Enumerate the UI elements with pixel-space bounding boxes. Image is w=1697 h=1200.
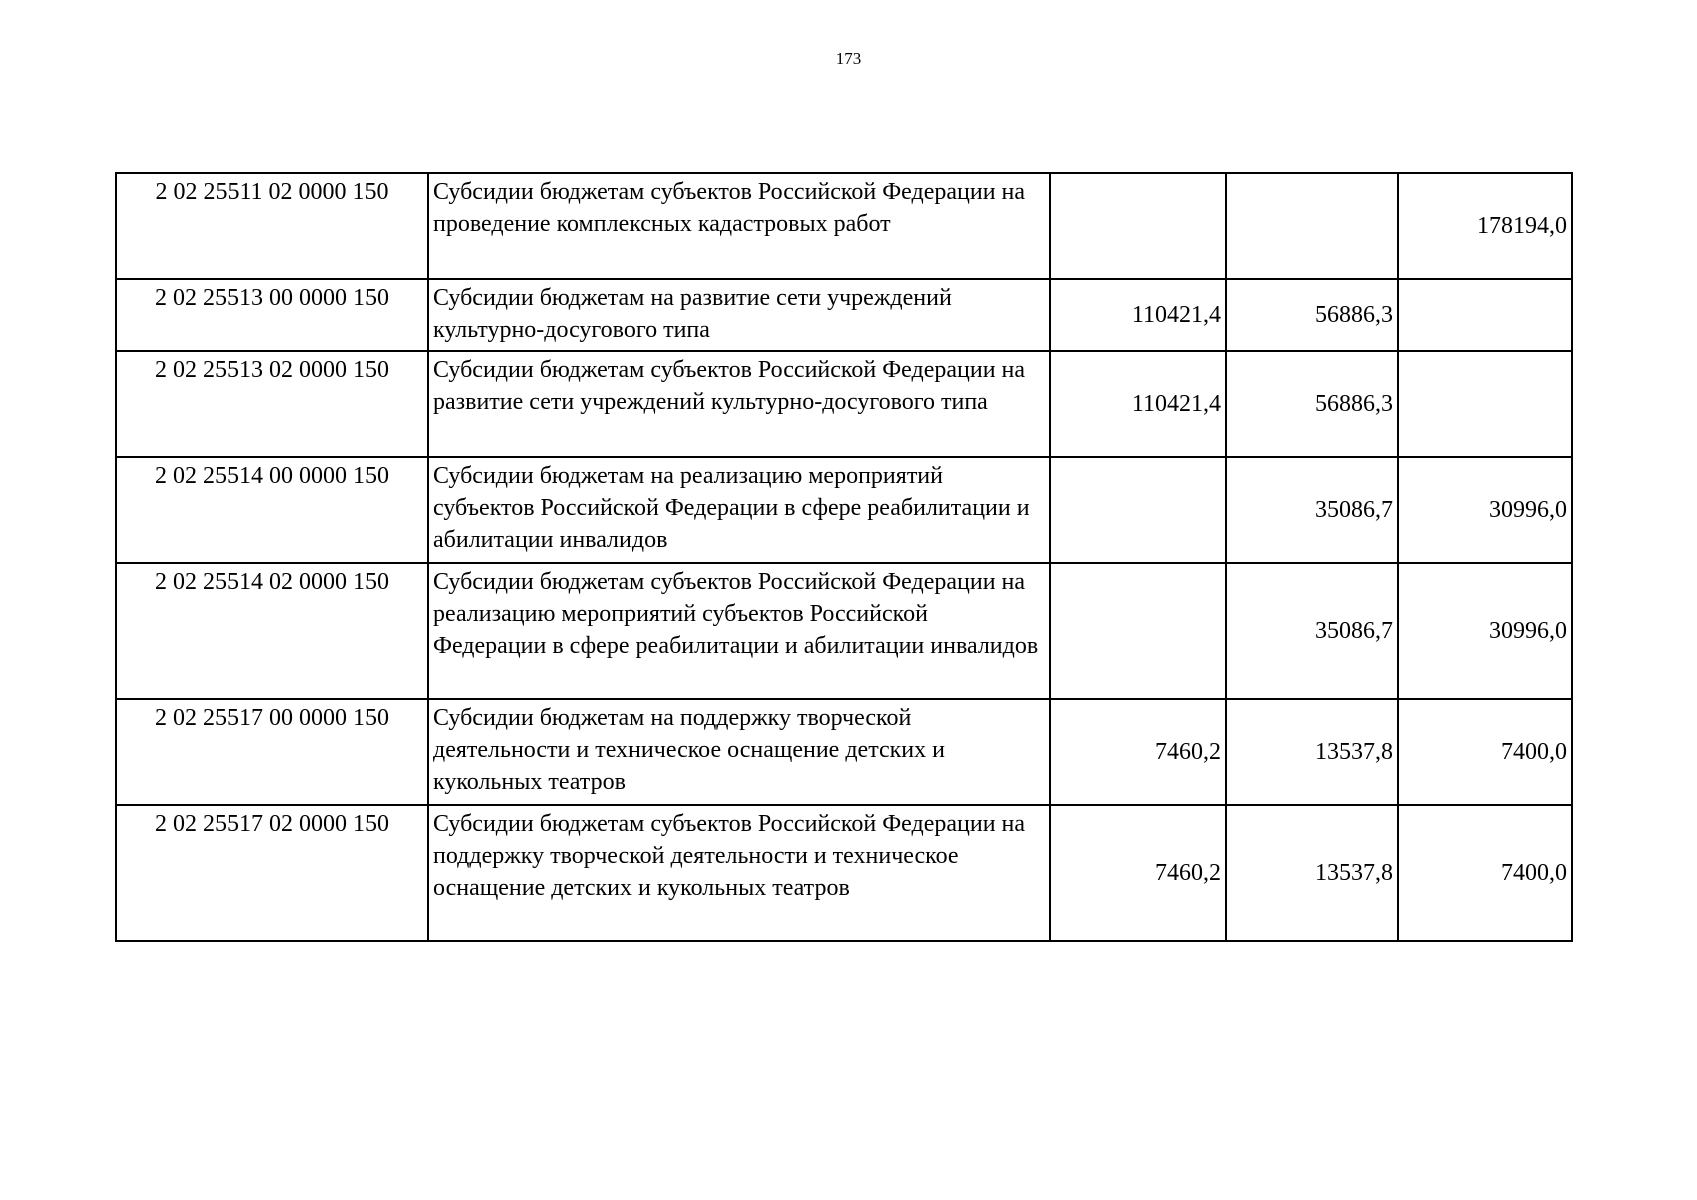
budget-code: 2 02 25514 02 0000 150 — [116, 563, 428, 699]
budget-code: 2 02 25517 00 0000 150 — [116, 699, 428, 805]
value-col-2: 13537,8 — [1226, 805, 1398, 941]
budget-code: 2 02 25511 02 0000 150 — [116, 173, 428, 279]
value-col-1 — [1050, 457, 1226, 563]
table-row — [116, 563, 1572, 699]
table-row — [116, 699, 1572, 805]
value-col-2: 13537,8 — [1226, 699, 1398, 805]
value-col-3: 7400,0 — [1398, 805, 1572, 941]
item-name: Субсидии бюджетам субъектов Российской Федерации на поддержку творческой деятельности и техническое оснащение детских и кукольных театров — [428, 805, 1050, 941]
table-row — [116, 457, 1572, 563]
table-row — [116, 279, 1572, 351]
budget-table — [115, 172, 1573, 942]
value-col-3 — [1398, 351, 1572, 457]
item-name: Субсидии бюджетам на реализацию мероприятий субъектов Российской Федерации в сфере реабилитации и абилитации инвалидов — [428, 457, 1050, 563]
value-col-3: 7400,0 — [1398, 699, 1572, 805]
value-col-1: 110421,4 — [1050, 279, 1226, 351]
item-name: Субсидии бюджетам субъектов Российской Федерации на развитие сети учреждений культурно-досугового типа — [428, 351, 1050, 457]
table-row — [116, 173, 1572, 279]
value-col-3 — [1398, 279, 1572, 351]
value-col-1 — [1050, 173, 1226, 279]
value-col-2: 56886,3 — [1226, 279, 1398, 351]
value-col-2: 35086,7 — [1226, 563, 1398, 699]
item-name: Субсидии бюджетам на поддержку творческой деятельности и техническое оснащение детских и кукольных театров — [428, 699, 1050, 805]
value-col-1 — [1050, 563, 1226, 699]
table-row — [116, 805, 1572, 941]
value-col-2: 35086,7 — [1226, 457, 1398, 563]
item-name: Субсидии бюджетам субъектов Российской Федерации на реализацию мероприятий субъектов Российской Федерации в сфере реабилитации и абилитации инвалидов — [428, 563, 1050, 699]
value-col-2 — [1226, 173, 1398, 279]
budget-code: 2 02 25513 00 0000 150 — [116, 279, 428, 351]
value-col-3: 30996,0 — [1398, 457, 1572, 563]
item-name: Субсидии бюджетам субъектов Российской Федерации на проведение комплексных кадастровых работ — [428, 173, 1050, 279]
budget-code: 2 02 25513 02 0000 150 — [116, 351, 428, 457]
value-col-2: 56886,3 — [1226, 351, 1398, 457]
budget-code: 2 02 25517 02 0000 150 — [116, 805, 428, 941]
value-col-1: 110421,4 — [1050, 351, 1226, 457]
value-col-3: 178194,0 — [1398, 173, 1572, 279]
item-name: Субсидии бюджетам на развитие сети учреждений культурно-досугового типа — [428, 279, 1050, 351]
value-col-3: 30996,0 — [1398, 563, 1572, 699]
value-col-1: 7460,2 — [1050, 699, 1226, 805]
value-col-1: 7460,2 — [1050, 805, 1226, 941]
table-row — [116, 351, 1572, 457]
page-number: 173 — [835, 49, 862, 68]
budget-code: 2 02 25514 00 0000 150 — [116, 457, 428, 563]
